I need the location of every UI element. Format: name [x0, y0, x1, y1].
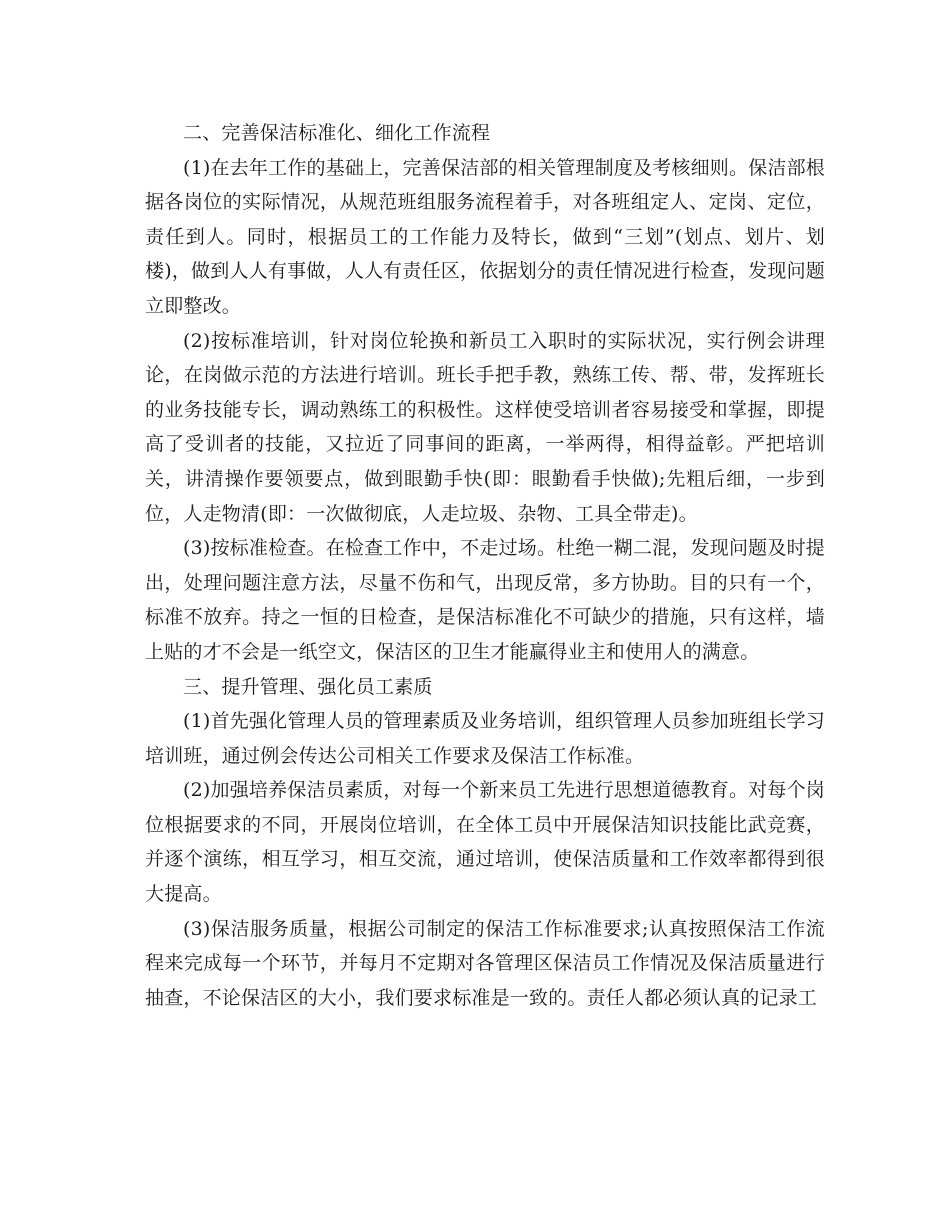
section-heading-2: 二、完善保洁标准化、细化工作流程: [183, 122, 491, 144]
paragraph-2-3: (3)按标准检查。在检查工作中，不走过场。杜绝一糊二混，发现问题及时提出，处理问题注意方法，尽量不伤和气，出现反常，多方协助。目的只有一个，标准不放弃。持之一恒的日检查，是保洁标准化不可缺少的措施，只有这样，墙上贴的才不会是一纸空文，保洁区的卫生才能赢得业主和使用人的满意。: [145, 537, 825, 663]
paragraph-3-2: (2)加强培养保洁员素质，对每一个新来员工先进行思想道德教育。对每个岗位根据要求的不同，开展岗位培训，在全体工员中开展保洁知识技能比武竞赛，并逐个演练，相互学习，相互交流，通过培训，使保洁质量和工作效率都得到很大提高。: [145, 779, 825, 906]
paragraph-3-1: (1)首先强化管理人员的管理素质及业务培训，组织管理人员参加班组长学习培训班，通过例会传达公司相关工作要求及保洁工作标准。: [145, 710, 825, 767]
document-body: [145, 116, 825, 1015]
paragraph-2-2: (2)按标准培训，针对岗位轮换和新员工入职时的实际状况，实行例会讲理论，在岗做示范的方法进行培训。班长手把手教，熟练工传、帮、带，发挥班长的业务技能专长，调动熟练工的积极性。这样使受培训者容易接受和掌握，即提高了受训者的技能，又拉近了同事间的距离，一举两得，相得益彰。严把培训关，讲清操作要领要点，做到眼勤手快(即：眼勤看手快做);先粗后细，一步到位，人走物清(即：一次做彻底，人走垃圾、杂物、工具全带走)。: [145, 329, 825, 525]
paragraph-2-1: (1)在去年工作的基础上，完善保洁部的相关管理制度及考核细则。保洁部根据各岗位的实际情况，从规范班组服务流程着手，对各班组定人、定岗、定位，责任到人。同时，根据员工的工作能力及特长，做到“三划”(划点、划片、划楼)，做到人人有事做，人人有责任区，依据划分的责任情况进行检查，发现问题立即整改。: [145, 156, 825, 317]
paragraph-3-3: (3)保洁服务质量，根据公司制定的保洁工作标准要求;认真按照保洁工作流程来完成每一个环节，并每月不定期对各管理区保洁员工作情况及保洁质量进行抽查，不论保洁区的大小，我们要求标准是一致的。责任人都必须认真的记录工: [145, 917, 825, 1009]
section-heading-3: 三、提升管理、强化员工素质: [183, 675, 433, 698]
